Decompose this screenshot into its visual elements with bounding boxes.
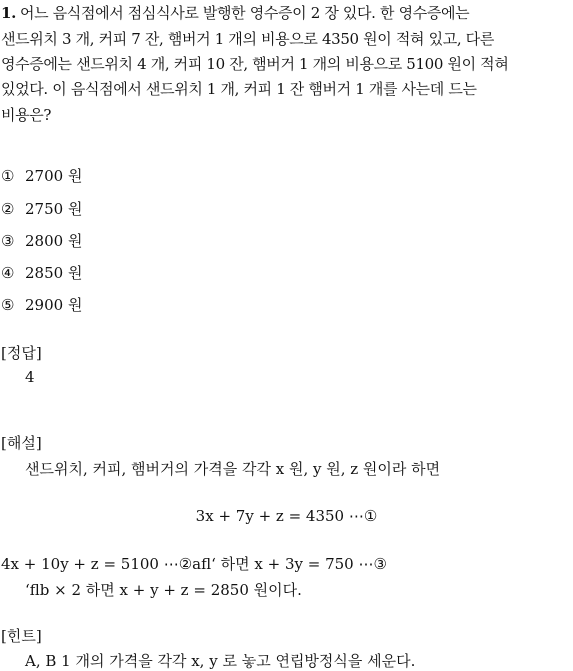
explanation-equation-2: 4x + 10y + z = 5100 ⋯②afl‘ 하면 x + 3y = 750 ⋯③: [1, 555, 387, 573]
answer-label: [정답]: [1, 344, 42, 362]
question-number: 1.: [1, 4, 16, 22]
choice-4[interactable]: [1, 262, 82, 283]
question-line-2: 샌드위치 3 개, 커피 7 잔, 햄버거 1 개의 비용으로 4350 원이 적혀 있고, 다른: [1, 30, 494, 48]
question-text-1: 어느 음식점에서 점심식사로 발행한 영수증이 2 장 있다. 한 영수증에는: [19, 4, 470, 22]
choice-3[interactable]: [1, 230, 82, 251]
choice-text-3: 2800 원: [25, 232, 83, 250]
choice-5[interactable]: [1, 294, 82, 315]
choice-mark-5: ⑤: [1, 296, 15, 314]
choice-text-1: 2700 원: [25, 167, 83, 185]
hint-text: A, B 1 개의 가격을 각각 x, y 로 놓고 연립방정식을 세운다.: [25, 652, 416, 670]
choice-1[interactable]: [1, 165, 82, 186]
explanation-label: [해설]: [1, 434, 42, 452]
choice-text-4: 2850 원: [25, 264, 83, 282]
question-line-4: 있었다. 이 음식점에서 샌드위치 1 개, 커피 1 잔 햄버거 1 개를 사는데 드는: [1, 80, 477, 98]
explanation-equation-3: ‘flb × 2 하면 x + y + z = 2850 원이다.: [25, 581, 302, 599]
choice-mark-3: ③: [1, 232, 15, 250]
answer-value: 4: [25, 368, 35, 386]
choice-text-5: 2900 원: [25, 296, 83, 314]
question-line-3: 영수증에는 샌드위치 4 개, 커피 10 잔, 햄버거 1 개의 비용으로 5100 원이 적혀: [1, 55, 509, 73]
question-line-5: 비용은?: [1, 106, 52, 124]
hint-label: [힌트]: [1, 627, 42, 645]
choice-text-2: 2750 원: [25, 200, 83, 218]
choice-mark-2: ②: [1, 200, 15, 218]
explanation-equation-1: 3x + 7y + z = 4350 ⋯①: [195, 507, 378, 525]
choice-mark-4: ④: [1, 264, 15, 282]
choice-mark-1: ①: [1, 167, 15, 185]
explanation-intro: 샌드위치, 커피, 햄버거의 가격을 각각 x 원, y 원, z 원이라 하면: [25, 460, 441, 478]
question-line-1: [1, 2, 572, 23]
choice-2[interactable]: [1, 198, 82, 219]
